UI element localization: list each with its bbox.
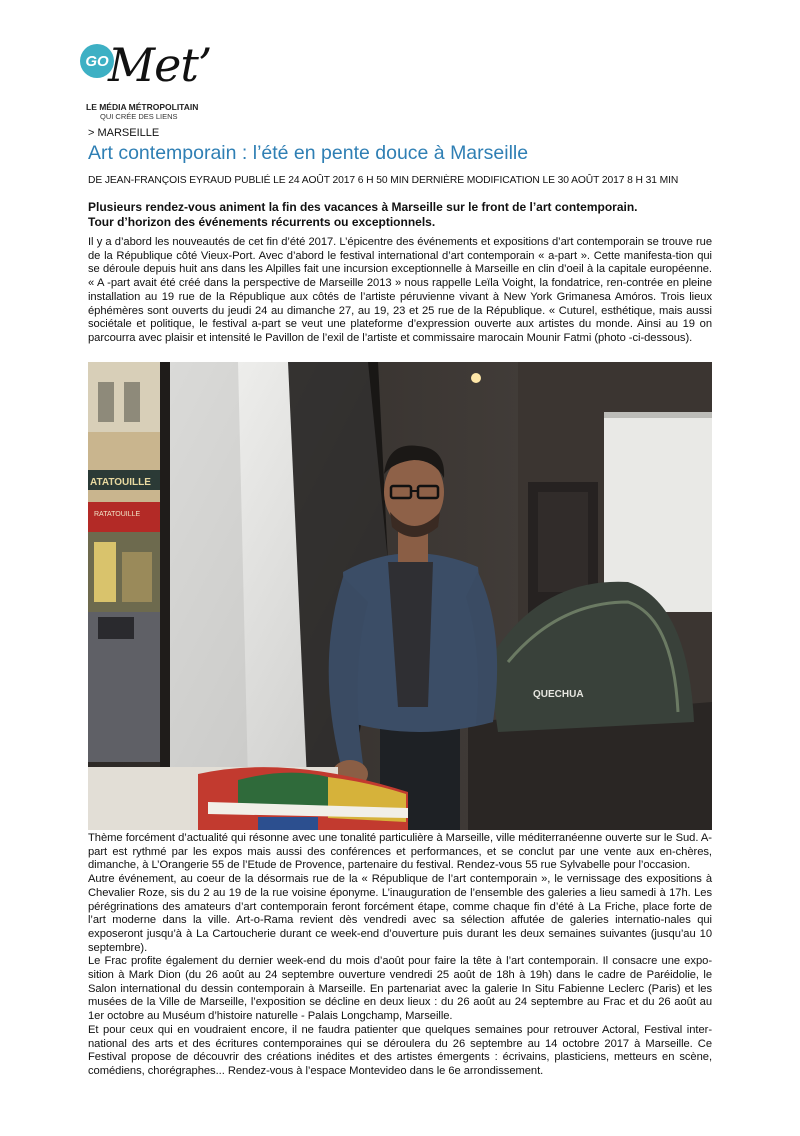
logo-go-circle: GO (80, 44, 114, 78)
logo-tagline: LE MÉDIA MÉTROPOLITAIN (86, 102, 199, 112)
logo[interactable] (80, 40, 210, 124)
awning-sign: RATATOUILLE (94, 511, 141, 518)
tent-brand: QUECHUA (533, 689, 584, 700)
logo-met-wordmark: Met’ (108, 38, 212, 92)
breadcrumb[interactable]: > MARSEILLE (88, 127, 160, 139)
logo-tagline-sub: QUI CRÉE DES LIENS (100, 112, 178, 121)
body-paragraph: Autre événement, au coeur de la désormais rue de la « République de l’art contemporain », le vernissage des expositions à Chevalier Roze, sis du 2 au 19 de la rue voisine éponyme. L’inauguration de l’ensemble des galeries a lieu samedi à 17h. Les pérégrinations des amateurs d’art contemporain feront forcément étape, comme chaque fin d’été à La Friche, place forte de l’art moderne dans la ville. Art-o-Rama revient dès vendredi avec sa sélection affutée de galeries internatio-nales qui exposeront jusqu’à à La Cartoucherie durant ce week-end d’ouverture puis durant les deux semaines suivantes (jusqu’au 10 septembre). (88, 873, 712, 954)
body-paragraph: Il y a d’abord les nouveautés de cet fin d’été 2017. L’épicentre des événements et expositions d’art contemporain se trouve rue de la République côté Vieux-Port. Avec d’abord le festival international d’art contemporain « a-part ». Cette manifesta-tion qui se déroule depuis huit ans dans les Alpilles fait une incursion exceptionnelle à Marseille en clin d’oeil à la capitale européenne. « A -part avait été créé dans la perspective de Marseille 2013 » nous rappelle Leïla Voight, la fondatrice, ren-contrée en pleine installation au 19 rue de la République aux côtés de l’artiste péruvienne vivant à New York Grimanesa Amóros. Trois lieux éphémères sont ouverts du jeudi 24 au dimanche 27, au 19, 23 et 25 rue de la République. « Cuturel, esthétique, mais aussi sociétale et politique, le festival a-part se veut une plateforme d’expression ouverte aux artistes du monde. Ainsi au 19 on parcourra avec plaisir et intensité le Pavillon de l’exil de l’artiste et commissaire marocain Mounir Fatmi (photo -ci-dessous). (88, 236, 712, 344)
article-byline: DE JEAN-FRANÇOIS EYRAUD PUBLIÉ LE 24 AOÛT 2017 6 H 50 MIN DERNIÈRE MODIFICATION LE 30 AOÛT 2017 8 H 31 MIN (88, 175, 679, 186)
body-paragraph: Thème forcément d’actualité qui résonne avec une tonalité particulière à Marseille, ville méditerranéenne ouverte sur le Sud. A-part est rythmé par les expos mais aussi des conférences et performances, et se conclut par une vente aux en-chères, dimanche, à L’Orangerie 55 de l’Etude de Provence, partenaire du festival. Rendez-vous 55 rue Sylvabelle pour l’occasion. (88, 832, 712, 872)
lead-line: Tour d’horizon des événements récurrents ou exceptionnels. (88, 214, 436, 229)
shop-sign: ATATOUILLE (90, 477, 151, 488)
body-paragraph: Et pour ceux qui en voudraient encore, il ne faudra patienter que quelques semaines pour retrouver Actoral, Festival inter-national des arts et des écritures contemporaines qui se déroulera du 26 septembre au 14 octobre 2017 à Marseille. Ce Festival propose de découvrir des créations inédites et des artistes émergents : écrivains, plasticiens, metteurs en scène, comédiens, chorégraphes... Rendez-vous à l’espace Montevideo dans le 6e arrondissement. (88, 1023, 712, 1077)
article-lead (88, 200, 708, 229)
ceiling-lamp (471, 373, 481, 383)
article-body-intro (88, 236, 712, 346)
article-body-continued (88, 832, 712, 1079)
street-window (88, 362, 160, 762)
article-title: Art contemporain : l’été en pente douce à Marseille (88, 142, 529, 164)
body-paragraph: Le Frac profite également du dernier week-end du mois d’août pour faire la tête à l’art contemporain. Il consacre une expo-sition à Mark Dion (du 26 août au 24 septembre ouverture vendredi 25 août de 18h à 19h) dans le cadre de Paréidolie, le Salon international du dessin contemporain à Marseille. En partenariat avec la galerie In Situ Fabienne Leclerc (Paris) et les musées de la Ville de Marseille, l’exposition se décline en deux lieux : du 26 août au 24 septembre au Frac et du 26 août au 1er octobre au Muséum d’histoire naturelle - Palais Longchamp, Marseille. (88, 955, 712, 1023)
article-photo (88, 362, 712, 830)
lead-line: Plusieurs rendez-vous animent la fin des vacances à Marseille sur le front de l’art contemporain. (88, 200, 638, 214)
